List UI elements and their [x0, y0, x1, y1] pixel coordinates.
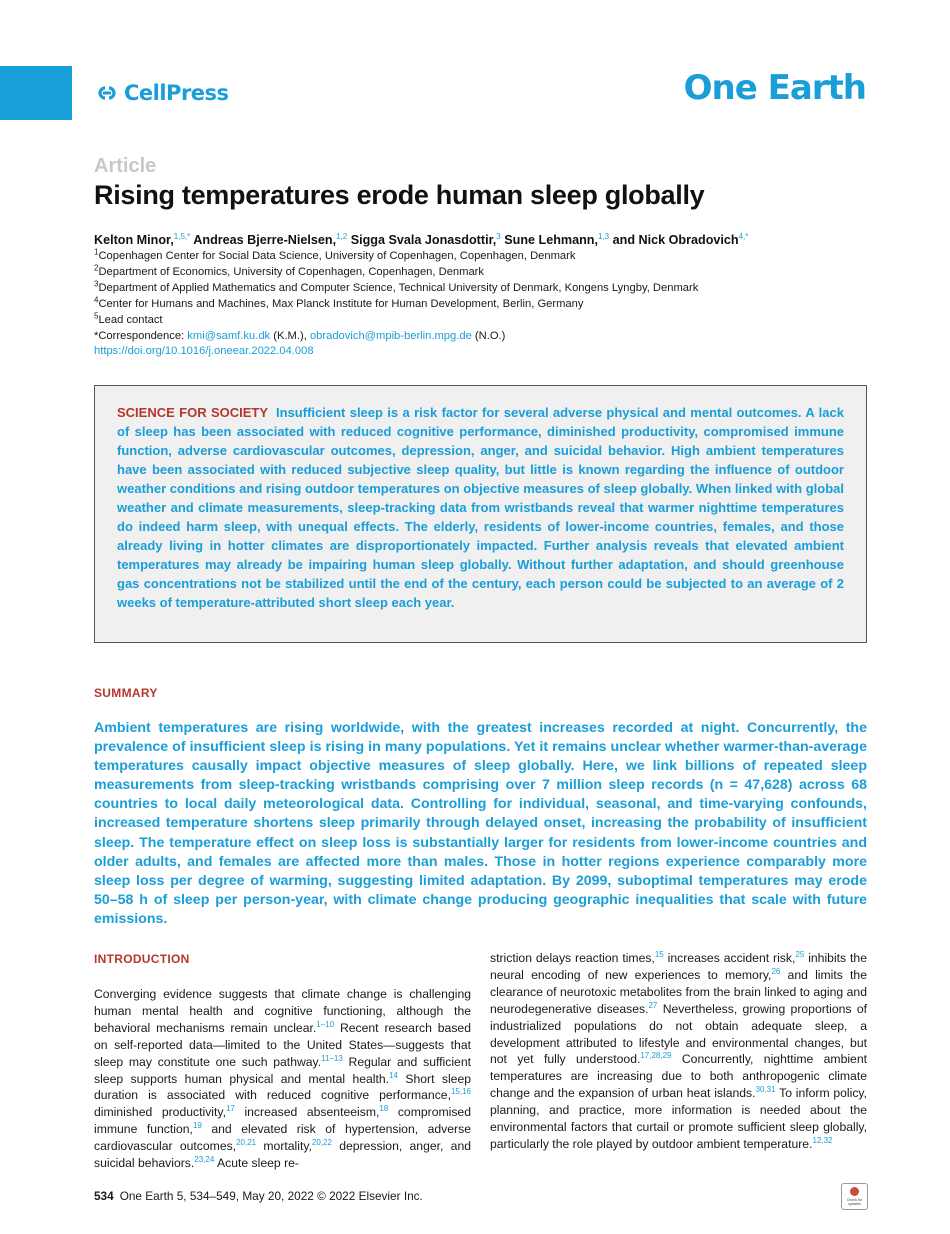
- header-accent-tab: [0, 66, 72, 120]
- citation-link[interactable]: 1–10: [316, 1019, 335, 1029]
- affiliations: [94, 249, 698, 360]
- citation-line: One Earth 5, 534–549, May 20, 2022 © 2022 Elsevier Inc.: [119, 1189, 423, 1203]
- citation-link[interactable]: 27: [648, 1000, 658, 1010]
- citation-link[interactable]: 20,21: [236, 1138, 257, 1148]
- summary-text: Ambient temperatures are rising worldwide, with the greatest increases recorded at night. Concurrently, the prevalence of insufficient sleep is rising in many populations. Yet it remains unclear whether warmer-than-average temperatures causally impact objective measures of sleep globally. Here, we link billions of repeated sleep measurements from sleep-tracking wristbands comprising over 7 million sleep records (n = 47,628) across 68 countries to local daily meteorological data. Controlling for individual, seasonal, and time-varying confounds, increased temperature shortens sleep primarily through delayed onset, increasing the probability of insufficient sleep. The temperature effect on sleep loss is substantially larger for residents from lower-income countries and older adults, and females are affected more than males. Those in hotter regions experience comparably more sleep loss per degree of warming, suggesting limited adaptation. By 2099, suboptimal temperatures may erode 50–58 h of sleep per person-year, with climate change producing geographic inequalities that scale with future emissions.: [94, 720, 867, 927]
- citation-link[interactable]: 15,16: [450, 1087, 471, 1097]
- affiliation-line: $^1$Copenhagen Center for Social Data Science, University of Copenhagen, Copenhagen, Denmark: [94, 247, 576, 262]
- citation-link[interactable]: 11–13: [321, 1053, 343, 1063]
- introduction-heading: INTRODUCTION: [94, 952, 190, 966]
- correspondence: *Correspondence: kmi@samf.ku.dk (K.M.), obradovich@mpib-berlin.mpg.de (N.O.): [94, 329, 506, 342]
- page-number: 534: [94, 1189, 114, 1203]
- author-affiliation-marker[interactable]: 4,*: [738, 231, 749, 241]
- introduction-column-right: striction delays reaction times,$^{15}$ increases accident risk,$^{25}$ inhibits the neural encoding of new experiences to memory,$^{26}$ and limits the clearance of neurotoxic metabolites from the brain linked to aging and neurodegenerative diseases.$^{27}$ Nevertheless, growing proportions of industrialized populations do not obtain adequate sleep, a development attributed to lifestyle and environmental changes, but not yet fully understood.$^{17,28,29}$ Concurrently, nighttime ambient temperatures are increasing due to both anthropogenic climate change and the expansion of urban heat islands.$^{30,31}$ To inform policy, planning, and practice, more information is needed about the environmental factors that curtail or promote sufficient sleep globally, particularly the role played by outdoor ambient temperature.$^{12,32}$: [490, 949, 868, 1151]
- science-for-society-text: Insufficient sleep is a risk factor for several adverse physical and mental outcomes. A lack of sleep has been associated with reduced cognitive performance, diminished productivity, compromised immune function, adverse cardiovascular outcomes, depression, anger, and suicidal behavior. High ambient temperatures have been associated with reduced subjective sleep quality, but little is known regarding the influence of outdoor weather conditions and rising outdoor temperatures on objective measures of sleep globally. When linked with global weather and climate measurements, sleep-tracking data from wristbands reveal that warmer nighttime temperatures do indeed harm sleep, with unequal effects. The elderly, residents of lower-income countries, females, and those already living in hotter climates are disproportionately impacted. Further analysis reveals that elevated ambient temperatures may already be impairing human sleep globally. Without further adaptation, and should greenhouse gas concentrations not be stabilized until the end of the century, each person could be subjected to an average of 2 weeks of temperature-attributed short sleep each year.: [117, 405, 844, 610]
- citation-link[interactable]: 12,32: [812, 1135, 833, 1145]
- affiliation-line: $^4$Center for Humans and Machines, Max Planck Institute for Human Development, Berlin, Germany: [94, 294, 584, 310]
- page-footer: [94, 1189, 423, 1203]
- introduction-column-left: Converging evidence suggests that climate change is challenging human mental health and cognitive functioning, although the behavioral mechanisms remain unclear.$^{1-10}$ Recent research based on self-reported data—limited to the United States—suggests that sleep may constitute one such pathway.$^{11-13}$ Regular and sufficient sleep supports human physical and mental health.$^{14}$ Short sleep duration is associated with reduced cognitive performance,$^{15,16}$ diminished productivity,$^{17}$ increased absenteeism,$^{18}$ compromised immune function,$^{19}$ and elevated risk of hypertension, adverse cardiovascular outcomes,$^{20,21}$ mortality,$^{20,22}$ depression, anger, and suicidal behaviors.$^{23,24}$ Acute sleep re-: [94, 987, 472, 1171]
- author-affiliation-marker[interactable]: 1,2: [336, 231, 348, 241]
- doi-link[interactable]: https://doi.org/10.1016/j.oneear.2022.04.008: [94, 345, 314, 358]
- author-name: Sigga Svala Jonasdottir,: [350, 233, 497, 247]
- citation-link[interactable]: 15: [654, 949, 664, 959]
- citation-link[interactable]: 30,31: [755, 1085, 776, 1095]
- journal-name[interactable]: One Earth: [683, 68, 866, 108]
- author-name: Andreas Bjerre-Nielsen,: [193, 233, 337, 247]
- email-link-minor[interactable]: kmi@samf.ku.dk: [187, 329, 271, 342]
- science-for-society-label: SCIENCE FOR SOCIETY: [117, 405, 269, 420]
- author-affiliation-marker[interactable]: 1,3: [598, 231, 610, 241]
- author-name: Kelton Minor,: [94, 233, 174, 247]
- updates-icon: [850, 1187, 859, 1196]
- article-title: Rising temperatures erode human sleep globally: [94, 180, 705, 210]
- summary-heading: SUMMARY: [94, 686, 158, 700]
- citation-link[interactable]: 17: [225, 1104, 235, 1114]
- citation-link[interactable]: 26: [771, 966, 781, 976]
- citation-link[interactable]: 25: [795, 949, 805, 959]
- publisher-logo[interactable]: [94, 80, 229, 106]
- affiliation-line: $^5$Lead contact: [94, 310, 163, 326]
- affiliation-line: $^2$Department of Economics, University of Copenhagen, Copenhagen, Denmark: [94, 263, 485, 278]
- cellpress-logo-icon: [94, 80, 120, 106]
- author-name: and Nick Obradovich: [612, 233, 739, 247]
- email-link-obradovich[interactable]: obradovich@mpib-berlin.mpg.de: [309, 329, 472, 342]
- citation-link[interactable]: 23,24: [194, 1155, 215, 1164]
- updates-label: Check for updates: [846, 1198, 863, 1206]
- science-for-society-box: [94, 385, 867, 643]
- citation-link[interactable]: 20,22: [311, 1138, 332, 1148]
- citation-link[interactable]: 18: [379, 1104, 389, 1114]
- affiliation-line: $^3$Department of Applied Mathematics and Computer Science, Technical University of Denmark, Kongens Lyngby, Denmark: [94, 279, 699, 294]
- citation-link[interactable]: 17,28,29: [640, 1051, 672, 1061]
- citation-link[interactable]: 19: [192, 1121, 202, 1131]
- citation-link[interactable]: 14: [389, 1070, 398, 1080]
- check-for-updates-badge[interactable]: [841, 1183, 868, 1210]
- author-name: Sune Lehmann,: [504, 233, 598, 247]
- author-affiliation-marker[interactable]: 3: [496, 231, 501, 241]
- article-type-label: Article: [94, 155, 157, 177]
- author-affiliation-marker[interactable]: 1,5,*: [173, 231, 191, 241]
- publisher-name: CellPress: [124, 81, 229, 105]
- author-list: [94, 233, 748, 247]
